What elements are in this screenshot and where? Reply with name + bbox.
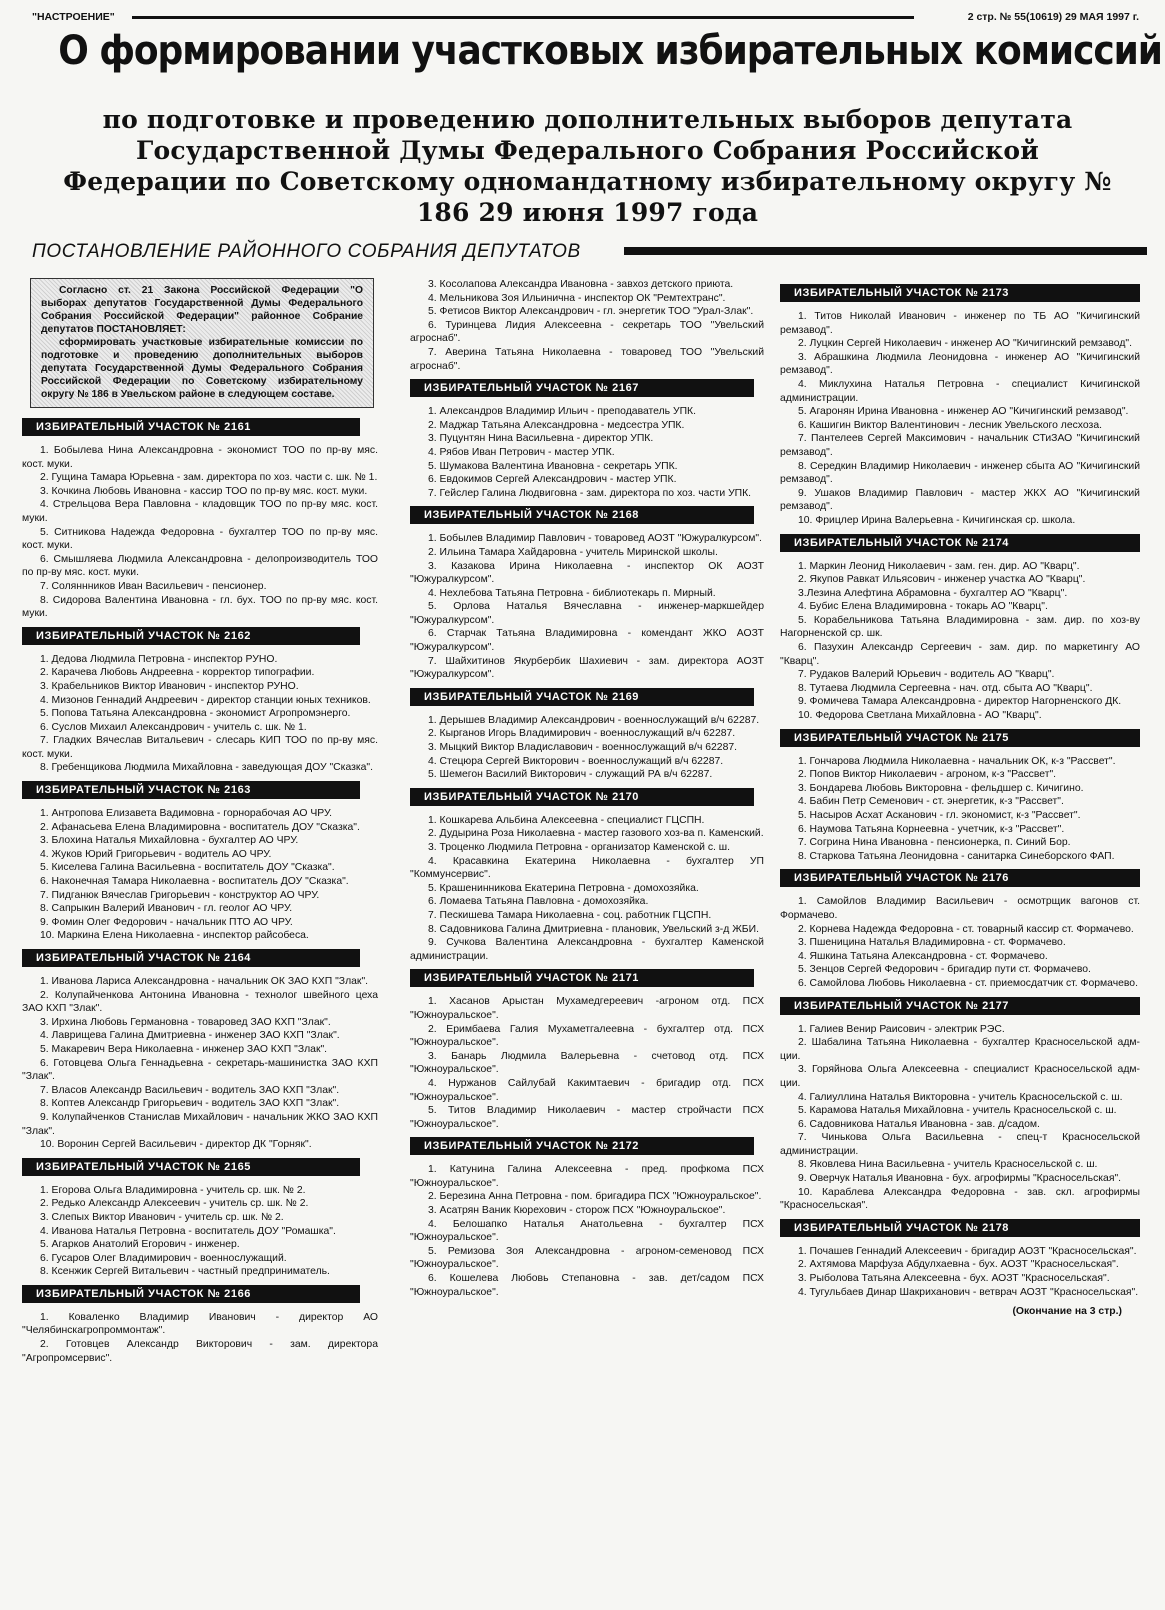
member-entry: 4. Миклухина Наталья Петровна - специалист Кичигинской администрации. — [780, 378, 1140, 404]
article-subtitle: по подготовке и проведению дополнительных выборов депутата Государственной Думы Федерального Собрания Российской Федерации по Советскому одномандатному избирательному округу № 186 29 июня 1997 года — [63, 105, 1112, 227]
member-entry: 4. Галиуллина Наталья Викторовна - учитель Красносельской с. ш. — [798, 1091, 1123, 1103]
member-entry: 8. Тутаева Людмила Сергеевна - нач. отд. сбыта АО "Кварц". — [798, 682, 1093, 694]
member-entry: 4. Нехлебова Татьяна Петровна - библиотекарь п. Мирный. — [428, 587, 716, 599]
member-entry: 3. Пуцунтян Нина Васильевна - директор УПК. — [428, 433, 654, 445]
member-entry: 2. Карачева Любовь Андреевна - корректор типографии. — [40, 667, 315, 679]
member-entry: 4. Белошапко Наталья Анатольевна - бухгалтер ПСХ "Южноуральское". — [410, 1218, 764, 1244]
precinct-heading: ИЗБИРАТЕЛЬНЫЙ УЧАСТОК № 2178 — [780, 1219, 1140, 1237]
member-entry: 1. Самойлов Владимир Васильевич - осмотрщик вагонов ст. Формачево. — [780, 896, 1140, 921]
member-entry: 2. Афанасьева Елена Владимировна - воспитатель ДОУ "Сказка". — [40, 821, 360, 833]
member-entry: 1. Маркин Леонид Николаевич - зам. ген. дир. АО "Кварц". — [798, 560, 1080, 572]
member-entry: 1. Галиев Венир Раисович - электрик РЭС. — [798, 1023, 1005, 1035]
member-entry: 5. Агаронян Ирина Ивановна - инженер АО "Кичигинский ремзавод". — [798, 406, 1129, 418]
member-entry: 6. Кашигин Виктор Валентинович - лесник Увельского лесхоза. — [798, 419, 1102, 431]
member-entry: 3. Банарь Людмила Валерьевна - счетовод отд. ПСХ "Южноуральское". — [410, 1050, 764, 1076]
member-entry: 1. Гончарова Людмила Николаевна - начальник ОК, к-з "Рассвет". — [798, 755, 1116, 767]
precinct-heading: ИЗБИРАТЕЛЬНЫЙ УЧАСТОК № 2168 — [410, 506, 754, 524]
member-entry: 2. Ахтямова Марфуза Абдулхаевна - бух. АОЗТ "Красносельская". — [798, 1259, 1119, 1271]
member-entry: 3. Слепых Виктор Иванович - учитель ср. шк. № 2. — [40, 1211, 284, 1223]
member-entry: 10. Маркина Елена Николаевна - инспектор райсобеса. — [40, 930, 309, 942]
intro-paragraph: сформировать участковые избирательные комиссии по подготовке и проведению дополнительных выборов депутата Государственной Думы Федерального Собрания Российской Федерации по Советскому избирательному округу № 186 в Увельском районе в следующем составе. — [41, 337, 363, 400]
member-entry: 3.Лезина Алефтина Абрамовна - бухгалтер АО "Кварц". — [798, 587, 1068, 599]
member-entry: 6. Садовникова Наталья Ивановна - зав. д/садом. — [798, 1118, 1040, 1130]
member-entry: 3. Крабельников Виктор Иванович - инспектор РУНО. — [40, 680, 299, 692]
member-entry: 6. Смышляева Людмила Александровна - делопроизводитель ТОО по пр-ву мяс. кост. муки. — [22, 553, 378, 579]
member-entry: 8. Ксенжик Сергей Витальевич - частный предприниматель. — [40, 1266, 330, 1278]
member-entry: 8. Середкин Владимир Николаевич - инженер сбыта АО "Кичигинский ремзавод". — [780, 460, 1140, 486]
member-entry: 4. Яшкина Татьяна Александровна - ст. Формачево. — [798, 950, 1048, 962]
precinct-heading: ИЗБИРАТЕЛЬНЫЙ УЧАСТОК № 2170 — [410, 788, 754, 806]
member-entry: 2. Попов Виктор Николаевич - агроном, к-з "Рассвет". — [798, 769, 1057, 781]
member-entry: 5. Титов Владимир Николаевич - мастер стройчасти ПСХ "Южноуральское". — [410, 1105, 764, 1130]
member-entry: 6. Ломаева Татьяна Павловна - домохозяйка. — [428, 896, 649, 908]
member-entry: 5. Фетисов Виктор Александрович - гл. энергетик ТОО "Урал-Злак". — [428, 306, 754, 318]
member-entry: 1. Кошкарева Альбина Алексеевна - специалист ГЦСПН. — [428, 814, 705, 826]
member-entry: 5. Крашенинникова Екатерина Петровна - домохозяйка. — [428, 882, 699, 894]
member-entry: 8. Старкова Татьяна Леонидовна - санитарка Синеборского ФАП. — [798, 850, 1115, 862]
member-entry: 3. Рыболова Татьяна Алексеевна - бух. АОЗТ "Красносельская". — [798, 1273, 1110, 1285]
member-entry: 6. Туринцева Лидия Алексеевна - секретарь ТОО "Увельский агроснаб". — [410, 319, 764, 345]
resolution-title: ПОСТАНОВЛЕНИЕ РАЙОННОГО СОБРАНИЯ ДЕПУТАТОВ — [32, 241, 581, 262]
member-entry: 1. Александров Владимир Ильич - преподаватель УПК. — [428, 406, 696, 418]
section-name: "НАСТРОЕНИЕ" — [32, 11, 115, 23]
member-entry: 5. Ремизова Зоя Александровна - агроном-семеновод ПСХ "Южноуральское". — [410, 1245, 764, 1271]
member-entry: 4. Тугульбаев Динар Шакриханович - ветврач АОЗТ "Красносельская". — [798, 1286, 1139, 1298]
member-entry: 1. Катунина Галина Алексеевна - пред. профкома ПСХ "Южноуральское". — [410, 1164, 764, 1189]
member-entry: 8. Садовникова Галина Дмитриевна - плановик, Увельский з-д ЖБИ. — [428, 923, 759, 935]
member-entry: 1. Бобылева Нина Александровна - экономист ТОО по пр-ву мяс. кост. муки. — [22, 445, 378, 470]
member-entry: 5. Ситникова Надежда Федоровна - бухгалтер ТОО по пр-ву мяс. кост. муки. — [22, 526, 378, 552]
member-entry: 3. Абрашкина Людмила Леонидовна - инженер АО "Кичигинский ремзавод". — [780, 351, 1140, 377]
member-entry: 7. Аверина Татьяна Николаевна - товаровед ТОО "Увельский агроснаб". — [410, 346, 764, 372]
member-entry: 7. Пидганюк Вячеслав Григорьевич - конструктор АО ЧРУ. — [40, 889, 320, 901]
member-entry: 5. Попова Татьяна Александровна - экономист Агропромэнерго. — [40, 708, 351, 720]
member-entry: 1. Почашев Геннадий Алексеевич - бригадир АОЗТ "Красносельская". — [798, 1245, 1137, 1257]
member-entry: 9. Колупайченков Станислав Михайлович - начальник ЖКО ЗАО КХП "Злак". — [22, 1111, 378, 1137]
member-entry: 1. Антропова Елизавета Вадимовна - горнорабочая АО ЧРУ. — [40, 808, 333, 820]
member-entry: 6. Кошелева Любовь Степановна - зав. дет/садом ПСХ "Южноуральское". — [410, 1273, 764, 1298]
member-entry: 5. Шумакова Валентина Ивановна - секретарь УПК. — [428, 460, 678, 472]
member-entry: 7. Соляннников Иван Васильевич - пенсионер. — [40, 580, 267, 592]
member-entry: 1. Иванова Лариса Александровна - начальник ОК ЗАО КХП "Злак". — [40, 976, 369, 987]
member-entry: 2. Ильина Тамара Хайдаровна - учитель Миринской школы. — [428, 546, 718, 558]
member-entry: 6. Евдокимов Сергей Александрович - мастер УПК. — [428, 474, 677, 486]
member-entry: 4. Мизонов Геннадий Андреевич - директор станции юных техников. — [40, 694, 371, 706]
member-entry: 8. Яковлева Нина Васильевна - учитель Красносельской с. ш. — [798, 1159, 1098, 1171]
member-entry: 7. Согрина Нина Ивановна - пенсионерка, п. Синий Бор. — [798, 837, 1071, 849]
member-entry: 5. Насыров Асхат Асканович - гл. экономист, к-з "Рассвет". — [798, 810, 1081, 821]
member-entry: 9. Фомин Олег Федорович - начальник ПТО АО ЧРУ. — [40, 916, 293, 928]
member-entry: 4. Иванова Наталья Петровна - воспитатель ДОУ "Ромашка". — [40, 1225, 336, 1237]
member-entry: 3. Троценко Людмила Петровна - организатор Каменской с. ш. — [428, 842, 731, 853]
member-entry: 5. Корабельникова Татьяна Владимировна - зам. дир. по хоз-ву Нагорненской ср. шк. — [780, 614, 1140, 640]
member-entry: 1. Дедова Людмила Петровна - инспектор РУНО. — [40, 653, 278, 665]
member-entry: 5. Шемегон Василий Викторович - служащий РА в/ч 62287. — [428, 769, 713, 781]
member-entry: 3. Косолапова Александра Ивановна - завхоз детского приюта. — [428, 279, 734, 290]
column-3 — [780, 278, 1140, 1319]
member-entry: 7. Пантелеев Сергей Максимович - начальник СТиЗАО "Кичигинский ремзавод". — [780, 433, 1140, 458]
member-entry: 3. Блохина Наталья Михайловна - бухгалтер АО ЧРУ. — [40, 835, 299, 847]
member-entry: 2. Колупайченкова Антонина Ивановна - технолог швейного цеха ЗАО КХП "Злак". — [22, 989, 378, 1015]
column-1 — [22, 278, 378, 1365]
column-2 — [396, 278, 764, 1299]
member-entry: 1. Коваленко Владимир Иванович - директор АО "Челябинскагропроммонтаж". — [22, 1311, 378, 1337]
member-entry: 3. Горяйнова Ольга Алексеевна - специалист Красносельской адм-ции. — [780, 1064, 1140, 1089]
member-entry: 7. Шайхитинов Якурбербик Шахиевич - зам. директора АОЗТ "Южуралкурсом". — [410, 655, 764, 681]
resolution-bar — [624, 247, 1147, 255]
member-entry: 2. Еримбаева Галия Мухаметгалеевна - бухгалтер отд. ПСХ "Южноуральское". — [410, 1023, 764, 1049]
precinct-heading: ИЗБИРАТЕЛЬНЫЙ УЧАСТОК № 2172 — [410, 1137, 754, 1155]
member-entry: 9. Ушаков Владимир Павлович - мастер ЖКХ АО "Кичигинский ремзавод". — [780, 487, 1140, 513]
precinct-heading: ИЗБИРАТЕЛЬНЫЙ УЧАСТОК № 2176 — [780, 869, 1140, 887]
member-entry: 3. Мыцкий Виктор Владиславович - военнослужащий в/ч 62287. — [428, 742, 738, 754]
member-entry: 6. Наумова Татьяна Корнеевна - учетчик, к-з "Рассвет". — [798, 823, 1065, 835]
member-entry: 5. Орлова Наталья Вячеславна - инженер-маркшейдер "Южуралкурсом". — [410, 601, 764, 626]
member-entry: 10. Караблева Александра Федоровна - зав. скл. агрофирмы "Красносельская". — [780, 1186, 1140, 1212]
member-entry: 7. Рудаков Валерий Юрьевич - водитель АО "Кварц". — [798, 669, 1055, 681]
member-entry: 7. Пескишева Тамара Николаевна - соц. работник ГЦСПН. — [428, 909, 712, 921]
resolution-banner — [32, 241, 1147, 263]
member-entry: 3. Бондарева Любовь Викторовна - фельдшер с. Кичигино. — [798, 782, 1084, 794]
precinct-heading: ИЗБИРАТЕЛЬНЫЙ УЧАСТОК № 2177 — [780, 997, 1140, 1015]
member-entry: 1. Титов Николай Иванович - инженер по ТБ АО "Кичигинский ремзавод". — [780, 311, 1140, 336]
member-entry: 6. Старчак Татьяна Владимировна - комендант ЖКО АОЗТ "Южуралкурсом". — [410, 628, 764, 654]
member-entry: 2. Кырганов Игорь Владимирович - военнослужащий в/ч 62287. — [428, 728, 736, 740]
member-entry: 1. Егорова Ольга Владимировна - учитель ср. шк. № 2. — [40, 1184, 306, 1196]
member-entry: 2. Дудырина Роза Николаевна - мастер газового хоз-ва п. Каменский. — [428, 828, 764, 840]
member-entry: 4. Нуржанов Сайлубай Какимтаевич - бригадир отд. ПСХ "Южноуральское". — [410, 1077, 764, 1103]
member-entry: 2. Гущина Тамара Юрьевна - зам. директора по хоз. части с. шк. № 1. — [40, 472, 378, 484]
continuation-note: (Окончание на 3 стр.) — [1012, 1306, 1122, 1318]
precinct-heading: ИЗБИРАТЕЛЬНЫЙ УЧАСТОК № 2166 — [22, 1285, 360, 1303]
member-entry: 6. Наконечная Тамара Николаевна - воспитатель ДОУ "Сказка". — [40, 876, 349, 888]
member-entry: 10. Воронин Сергей Васильевич - директор ДК "Горняк". — [40, 1139, 312, 1151]
precinct-heading: ИЗБИРАТЕЛЬНЫЙ УЧАСТОК № 2169 — [410, 688, 754, 706]
member-entry: 4. Красавкина Екатерина Николаевна - бухгалтер УП "Коммунсервис". — [410, 855, 764, 881]
member-entry: 4. Стрельцова Вера Павловна - кладовщик ТОО по пр-ву мяс. кост. муки. — [22, 499, 378, 524]
member-entry: 3. Пшеницина Наталья Владимировна - ст. Формачево. — [798, 937, 1066, 949]
member-entry: 3. Казакова Ирина Николаевна - инспектор ОК АОЗТ "Южуралкурсом". — [410, 560, 764, 586]
member-entry: 6. Суслов Михаил Александрович - учитель с. шк. № 1. — [40, 721, 307, 733]
member-entry: 8. Сапрыкин Валерий Иванович - гл. геолог АО ЧРУ. — [40, 903, 293, 915]
page-header — [32, 10, 1139, 28]
member-entry: 4. Мельникова Зоя Ильинична - инспектор ОК "Ремтехтранс". — [428, 292, 726, 304]
member-entry: 7. Гладких Вячеслав Витальевич - слесарь КИП ТОО по пр-ву мяс. кост. муки. — [22, 735, 378, 760]
member-entry: 2. Маджар Татьяна Александровна - медсестра УПК. — [428, 419, 685, 431]
member-entry: 2. Корнева Надежда Федоровна - ст. товарный кассир ст. Формачево. — [798, 923, 1134, 935]
member-entry: 1. Хасанов Арыстан Мухамедгереевич -агроном отд. ПСХ "Южноуральское". — [410, 996, 764, 1021]
member-entry: 4. Бубис Елена Владимировна - токарь АО "Кварц". — [798, 601, 1048, 613]
member-entry: 4. Стецюра Сергей Викторович - военнослужащий в/ч 62287. — [428, 755, 724, 767]
member-entry: 5. Макаревич Вера Николаевна - инженер ЗАО КХП "Злак". — [40, 1043, 328, 1055]
member-entry: 10. Федорова Светлана Михайловна - АО "Кварц". — [798, 710, 1042, 722]
member-entry: 7. Власов Александр Васильевич - водитель ЗАО КХП "Злак". — [40, 1084, 340, 1096]
member-entry: 8. Сидорова Валентина Ивановна - гл. бух. ТОО по пр-ву мяс. кост. муки. — [22, 594, 378, 620]
member-entry: 6. Самойлова Любовь Николаевна - ст. приемосдатчик ст. Формачево. — [798, 977, 1138, 989]
member-entry: 6. Гусаров Олег Владимирович - военнослужащий. — [40, 1252, 287, 1264]
member-entry: 5. Киселева Галина Васильевна - воспитатель ДОУ "Сказка". — [40, 862, 335, 874]
member-entry: 8. Гребенщикова Людмила Михайловна - заведующая ДОУ "Сказка". — [40, 762, 374, 774]
member-entry: 9. Оверчук Наталья Ивановна - бух. агрофирмы "Красносельская". — [798, 1173, 1122, 1185]
precinct-heading: ИЗБИРАТЕЛЬНЫЙ УЧАСТОК № 2174 — [780, 534, 1140, 552]
member-entry: 2. Редько Александр Алексеевич - учитель ср. шк. № 2. — [40, 1198, 309, 1210]
intro-box — [30, 278, 374, 408]
member-entry: 4. Рябов Иван Петрович - мастер УПК. — [428, 446, 615, 458]
header-rule — [132, 16, 914, 19]
member-entry: 5. Карамова Наталья Михайловна - учитель Красносельской с. ш. — [798, 1105, 1117, 1117]
member-entry: 2. Якупов Равкат Ильясович - инженер участка АО "Кварц". — [798, 574, 1086, 586]
precinct-heading: ИЗБИРАТЕЛЬНЫЙ УЧАСТОК № 2175 — [780, 729, 1140, 747]
member-entry: 2. Луцкин Сергей Николаевич - инженер АО "Кичигинский ремзавод". — [798, 338, 1132, 350]
member-entry: 3. Асатрян Ваник Кюрехович - сторож ПСХ "Южноуральское". — [428, 1205, 726, 1217]
intro-paragraph: Согласно ст. 21 Закона Российской Федерации "О выборах депутатов Государственной Думы Федерального Собрания Российской Федерации" районное Собрание депутатов ПОСТАНОВЛЯЕТ: — [41, 285, 363, 335]
member-entry: 3. Ирхина Любовь Германовна - товаровед ЗАО КХП "Злак". — [40, 1016, 331, 1028]
member-entry: 4. Лаврищева Галина Дмитриевна - инженер ЗАО КХП "Злак". — [40, 1030, 340, 1042]
member-entry: 9. Фомичева Тамара Александровна - директор Нагорненского ДК. — [798, 696, 1122, 708]
member-entry: 3. Кочкина Любовь Ивановна - кассир ТОО по пр-ву мяс. кост. муки. — [40, 485, 368, 497]
precinct-heading: ИЗБИРАТЕЛЬНЫЙ УЧАСТОК № 2167 — [410, 379, 754, 397]
member-entry: 5. Зенцов Сергей Федорович - бригадир пути ст. Формачево. — [798, 964, 1091, 976]
member-entry: 5. Агарков Анатолий Егорович - инженер. — [40, 1239, 240, 1251]
member-entry: 1. Дерышев Владимир Александрович - военнослужащий в/ч 62287. — [428, 714, 760, 726]
issue-info: 2 стр. № 55(10619) 29 МАЯ 1997 г. — [967, 11, 1139, 23]
precinct-heading: ИЗБИРАТЕЛЬНЫЙ УЧАСТОК № 2163 — [22, 781, 360, 799]
member-entry: 10. Фрицлер Ирина Валерьевна - Кичигинская ср. школа. — [798, 514, 1076, 526]
precinct-heading: ИЗБИРАТЕЛЬНЫЙ УЧАСТОК № 2162 — [22, 627, 360, 645]
member-entry: 6. Готовцева Ольга Геннадьевна - секретарь-машинистка ЗАО КХП "Злак". — [22, 1057, 378, 1083]
member-entry: 9. Сучкова Валентина Александровна - бухгалтер Каменской администрации. — [410, 937, 764, 962]
member-entry: 7. Чинькова Ольга Васильевна - спец-т Красносельской администрации. — [780, 1132, 1140, 1157]
member-entry: 6. Пазухин Александр Сергеевич - зам. дир. по маркетингу АО "Кварц". — [780, 642, 1140, 667]
precinct-heading: ИЗБИРАТЕЛЬНЫЙ УЧАСТОК № 2171 — [410, 969, 754, 987]
member-entry: 2. Шабалина Татьяна Николаевна - бухгалтер Красносельской адм-ции. — [780, 1037, 1140, 1062]
member-entry: 2. Готовцев Александр Викторович - зам. директора "Агропромсервис". — [22, 1339, 378, 1364]
precinct-heading: ИЗБИРАТЕЛЬНЫЙ УЧАСТОК № 2161 — [22, 418, 360, 436]
precinct-heading: ИЗБИРАТЕЛЬНЫЙ УЧАСТОК № 2164 — [22, 949, 360, 967]
member-entry: 4. Бабин Петр Семенович - ст. энергетик, к-з "Рассвет". — [798, 796, 1064, 808]
member-entry: 7. Гейслер Галина Людвиговна - зам. директора по хоз. части УПК. — [428, 487, 752, 499]
member-entry: 2. Березина Анна Петровна - пом. бригадира ПСХ "Южноуральское". — [428, 1191, 762, 1203]
member-entry: 4. Жуков Юрий Григорьевич - водитель АО ЧРУ. — [40, 848, 272, 860]
article-title: О формировании участковых избирательных комиссий — [58, 28, 1162, 74]
precinct-heading: ИЗБИРАТЕЛЬНЫЙ УЧАСТОК № 2173 — [780, 284, 1140, 302]
member-entry: 1. Бобылев Владимир Павлович - товаровед АОЗТ "Южуралкурсом". — [428, 533, 762, 545]
member-entry: 8. Коптев Александр Григорьевич - водитель ЗАО КХП "Злак". — [40, 1098, 340, 1110]
precinct-heading: ИЗБИРАТЕЛЬНЫЙ УЧАСТОК № 2165 — [22, 1158, 360, 1176]
